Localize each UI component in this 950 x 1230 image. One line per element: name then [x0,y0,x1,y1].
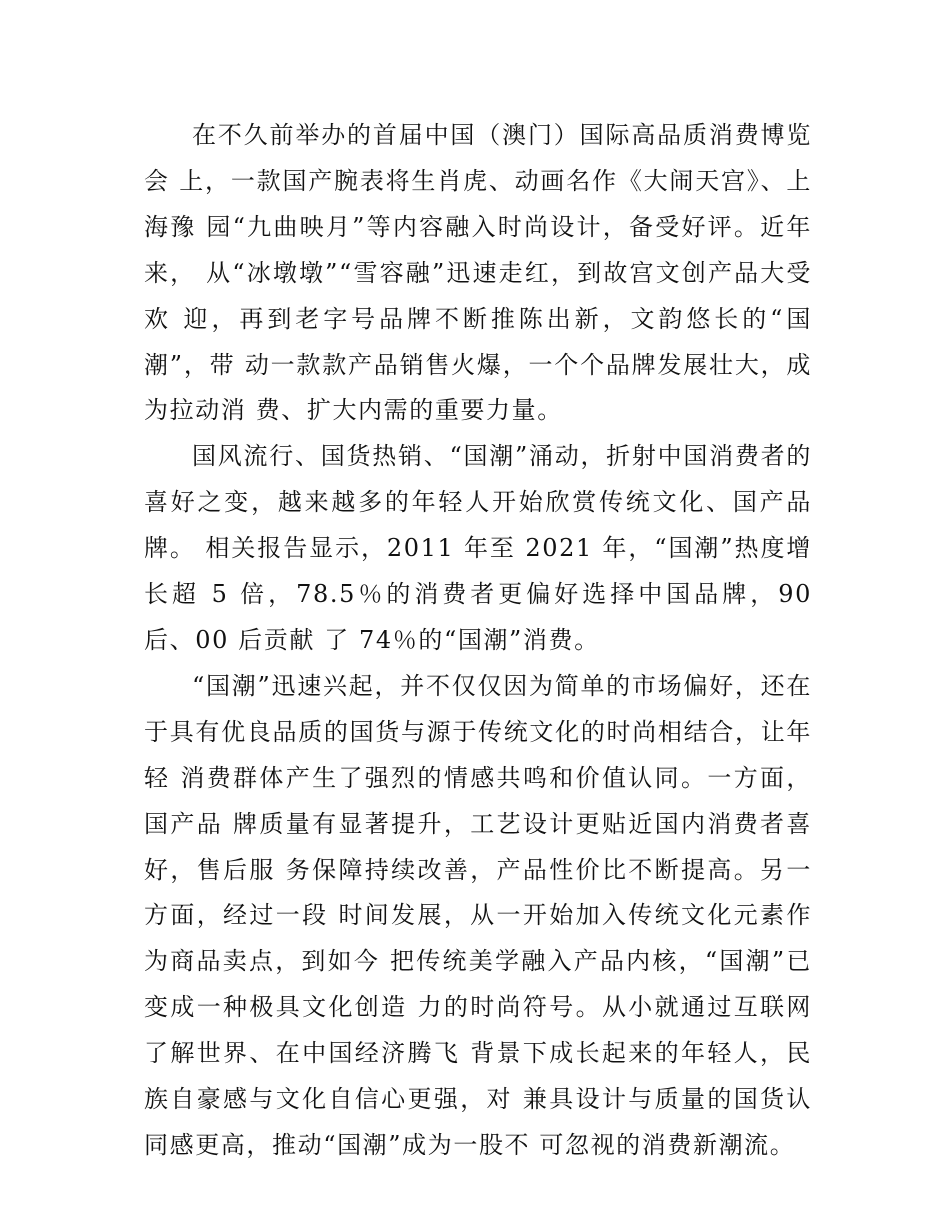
para-1-line-4: 从“冰墩墩”“雪容融”迅速走红，到故宫文创产品大受欢 [144,258,813,333]
para-3-line-9: 背景下成长起来的年轻人，民族自豪感与文化自信心更强，对 [144,1039,812,1114]
para-3-line-6: 时间发展，从一开始加入传统文化元素作为商品卖点，到如今 [144,901,812,976]
para-3-line-3: 消费群体产生了强烈的情感共鸣和价值认同。一方面，国产品 [144,763,812,838]
paragraph-2 [144,434,812,664]
para-1-line-2: 上，一款国产腕表将生肖虎、动画名作《大闹天宫》、上海豫 [144,166,813,241]
para-1-line-7: 费、扩大内需的重要力量。 [255,396,563,425]
para-1-line-1: 在不久前举办的首届中国（澳门）国际高品质消费博览会 [144,121,812,195]
para-2-line-5: 了 74％的“国潮”消费。 [324,625,600,654]
para-3-line-8: 力的时尚符号。从小就通过互联网了解世界、在中国经济腾飞 [144,993,813,1068]
para-2-line-1: 国风流行、国货热销、“国潮”涌动，折射中国消费者的 [192,442,812,471]
para-2-line-4: 倍，78.5％的消费者更偏好选择中国品牌，90 后、00 后贡献 [144,580,812,654]
para-3-line-1: “国潮”迅速兴起，并不仅仅因为简单的市场偏好，还在 [192,671,812,700]
article-body [144,113,812,1169]
para-2-line-2: 喜好之变，越来越多的年轻人开始欣赏传统文化、国产品牌。 [144,488,812,563]
paragraph-1 [144,113,812,434]
paragraph-3 [144,664,812,1169]
para-3-line-10: 兼具设计与质量的国货认同感更高，推动“国潮”成为一股不 [144,1085,812,1159]
para-3-line-4: 牌质量有显著提升，工艺设计更贴近国内消费者喜好，售后服 [144,809,812,884]
para-3-line-7: 把传统美学融入产品内核，“国潮”已变成一种极具文化创造 [144,947,812,1022]
para-1-line-3: 园“九曲映月”等内容融入时尚设计，备受好评。近年来， [144,212,813,287]
para-3-line-11: 可忽视的消费新潮流。 [539,1130,796,1159]
para-3-line-2: 于具有优良品质的国货与源于传统文化的时尚相结合，让年轻 [144,717,812,792]
para-2-line-3: 相关报告显示，2011 年至 2021 年，“国潮”热度增长超 5 [144,534,812,609]
para-1-line-5: 迎，再到老字号品牌不断推陈出新，文韵悠长的“国潮”，带 [144,304,812,379]
para-1-line-6: 动一款款产品销售火爆，一个个品牌发展壮大，成为拉动消 [144,350,812,425]
para-3-line-5: 务保障持续改善，产品性价比不断提高。另一方面，经过一段 [144,855,813,930]
